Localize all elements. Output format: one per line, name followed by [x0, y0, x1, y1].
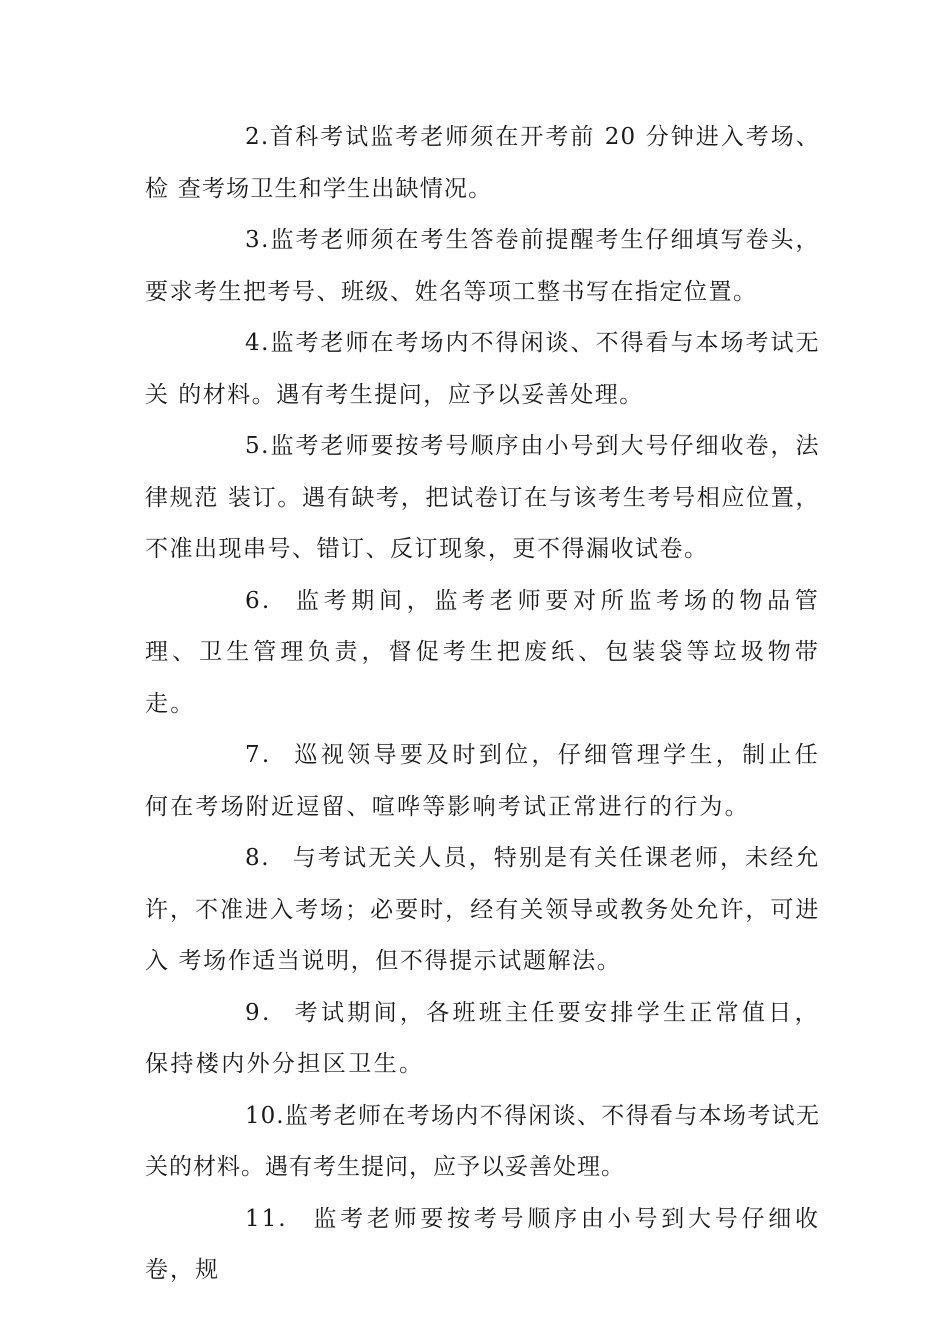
rule-item-3: [145, 215, 820, 318]
item-number: 4.: [245, 330, 270, 356]
item-text: 监考老师须在考生答卷前提醒考生仔细填写卷头，要求考生把考号、班级、姓名等项工整书写在指定位置。: [145, 227, 820, 305]
item-number: 9.: [245, 999, 272, 1026]
rule-item-7: [145, 730, 820, 833]
item-text: 监考老师在考场内不得闲谈、不得看与本场考试无关 的材料。遇有考生提问，应予以妥善处理。: [145, 330, 820, 408]
item-text: 监考老师在考场内不得闲谈、不得看与本场考试无 关的材料。遇有考生提问，应予以妥善处理。: [145, 1102, 820, 1180]
item-text: 监考老师要按考号顺序由小号到大号仔细收卷，法律规范 装订。遇有缺考，把试卷订在与该考生考号相应位置，不准出现串号、错订、反订现象，更不得漏收试卷。: [145, 433, 820, 562]
rule-item-6: [145, 576, 820, 731]
document-body: [145, 112, 820, 1297]
item-number: 2.: [245, 124, 270, 150]
rule-item-10: [145, 1091, 820, 1194]
item-text: 监考老师要按考号顺序由小号到大号仔细收卷，规: [145, 1205, 820, 1283]
item-text: 与考试无关人员，特别是有关任课老师，未经允许，不准进入考场；必要时，经有关领导或教务处允许，可进入 考场作适当说明，但不得提示试题解法。: [145, 845, 820, 974]
item-number: 3.: [245, 227, 270, 253]
rule-item-8: [145, 833, 820, 988]
rule-item-2: [145, 112, 820, 215]
item-text: 首科考试监考老师须在开考前 20 分钟进入考场、检 查考场卫生和学生出缺情况。: [145, 124, 820, 202]
item-number: 6.: [245, 587, 272, 614]
rule-item-11: [145, 1194, 820, 1297]
item-number: 5.: [245, 433, 270, 459]
rule-item-5: [145, 421, 820, 576]
item-number: 8.: [245, 845, 271, 871]
item-number: 10.: [245, 1102, 285, 1129]
item-text: 考试期间，各班班主任要安排学生正常值日，保持楼内外分担区卫生。: [145, 999, 820, 1077]
rule-item-9: [145, 988, 820, 1091]
item-number: 7.: [245, 742, 272, 768]
rule-item-4: [145, 318, 820, 421]
item-text: 监考期间，监考老师要对所监考场的物品管理、卫生管理负责，督促考生把废纸、包装袋等垃圾物带走。: [145, 587, 820, 717]
item-number: 11.: [245, 1205, 288, 1232]
item-text: 巡视领导要及时到位，仔细管理学生，制止任何在考场附近逗留、喧哗等影响考试正常进行的行为。: [145, 742, 820, 820]
